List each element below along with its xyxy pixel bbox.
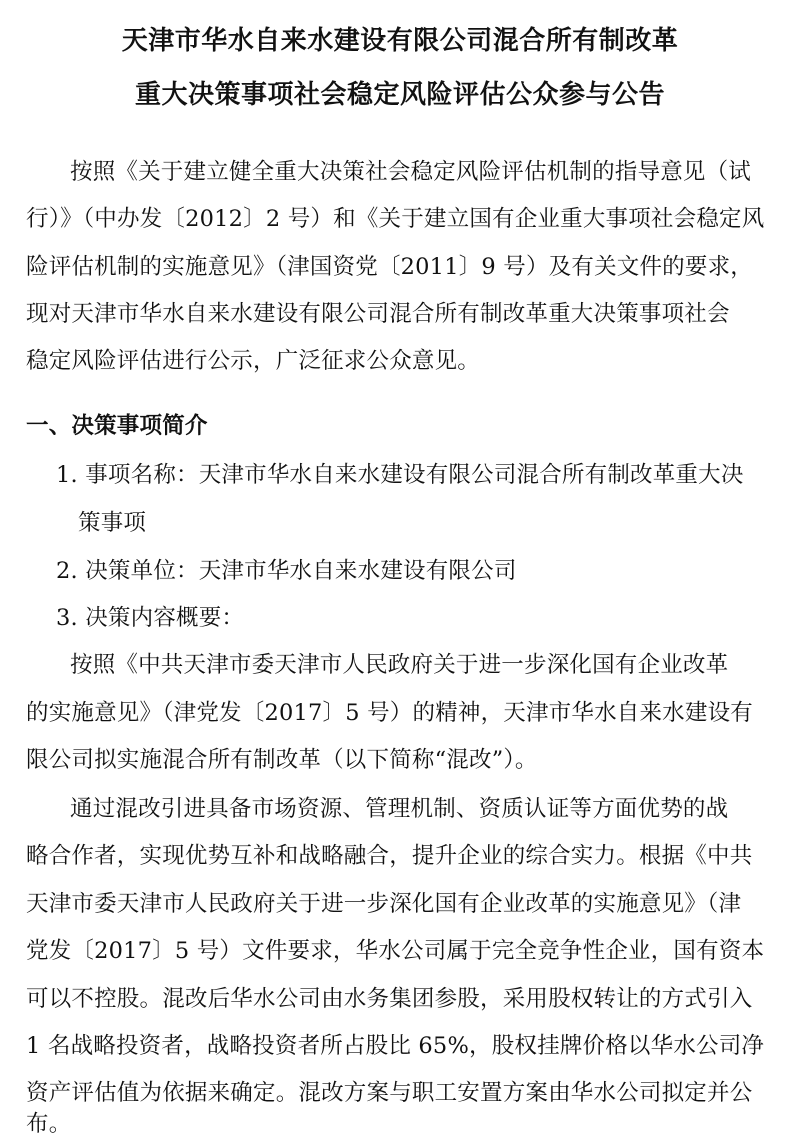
item-2: 2. 决策单位：天津市华水自来水建设有限公司 xyxy=(56,558,517,584)
intro-line-3: 险评估机制的实施意见》（津国资党〔2011〕9 号）及有关文件的要求， xyxy=(26,254,753,280)
para2-line-5: 可以不控股。混改后华水公司由水务集团参股，采用股权转让的方式引入 xyxy=(26,986,753,1012)
intro-line-1: 按照《关于建立健全重大决策社会稳定风险评估机制的指导意见（试 xyxy=(70,159,752,185)
para2-line-6: 1 名战略投资者，战略投资者所占股比 65%，股权挂牌价格以华水公司净 xyxy=(26,1033,765,1059)
section-heading: 一、决策事项简介 xyxy=(26,413,208,439)
item-1-line-2: 策事项 xyxy=(78,510,147,536)
intro-line-5: 稳定风险评估进行公示，广泛征求公众意见。 xyxy=(26,348,481,374)
intro-line-4: 现对天津市华水自来水建设有限公司混合所有制改革重大决策事项社会 xyxy=(26,301,730,327)
para1-line-1: 按照《中共天津市委天津市人民政府关于进一步深化国有企业改革 xyxy=(70,652,729,678)
para2-line-7: 资产评估值为依据来确定。混改方案与职工安置方案由华水公司拟定并公 xyxy=(26,1080,753,1106)
para2-line-2: 略合作者，实现优势互补和战略融合，提升企业的综合实力。根据《中共 xyxy=(26,843,753,869)
item-1-line-1: 1. 事项名称：天津市华水自来水建设有限公司混合所有制改革重大决 xyxy=(56,462,744,488)
para2-line-1: 通过混改引进具备市场资源、管理机制、资质认证等方面优势的战 xyxy=(70,796,729,822)
para2-line-8: 布。 xyxy=(26,1111,72,1137)
document-title-line-1: 天津市华水自来水建设有限公司混合所有制改革 xyxy=(121,26,679,56)
para1-line-3: 限公司拟实施混合所有制改革（以下简称“混改”）。 xyxy=(26,747,538,773)
document-title-line-2: 重大决策事项社会稳定风险评估公众参与公告 xyxy=(134,80,665,110)
para1-line-2: 的实施意见》（津党发〔2017〕5 号）的精神，天津市华水自来水建设有 xyxy=(26,700,753,726)
intro-line-2: 行）》（中办发〔2012〕2 号）和《关于建立国有企业重大事项社会稳定风 xyxy=(26,206,765,232)
para2-line-4: 党发〔2017〕5 号）文件要求，华水公司属于完全竞争性企业，国有资本 xyxy=(26,938,765,964)
item-3: 3. 决策内容概要： xyxy=(56,605,245,631)
para2-line-3: 天津市委天津市人民政府关于进一步深化国有企业改革的实施意见》（津 xyxy=(26,891,742,917)
